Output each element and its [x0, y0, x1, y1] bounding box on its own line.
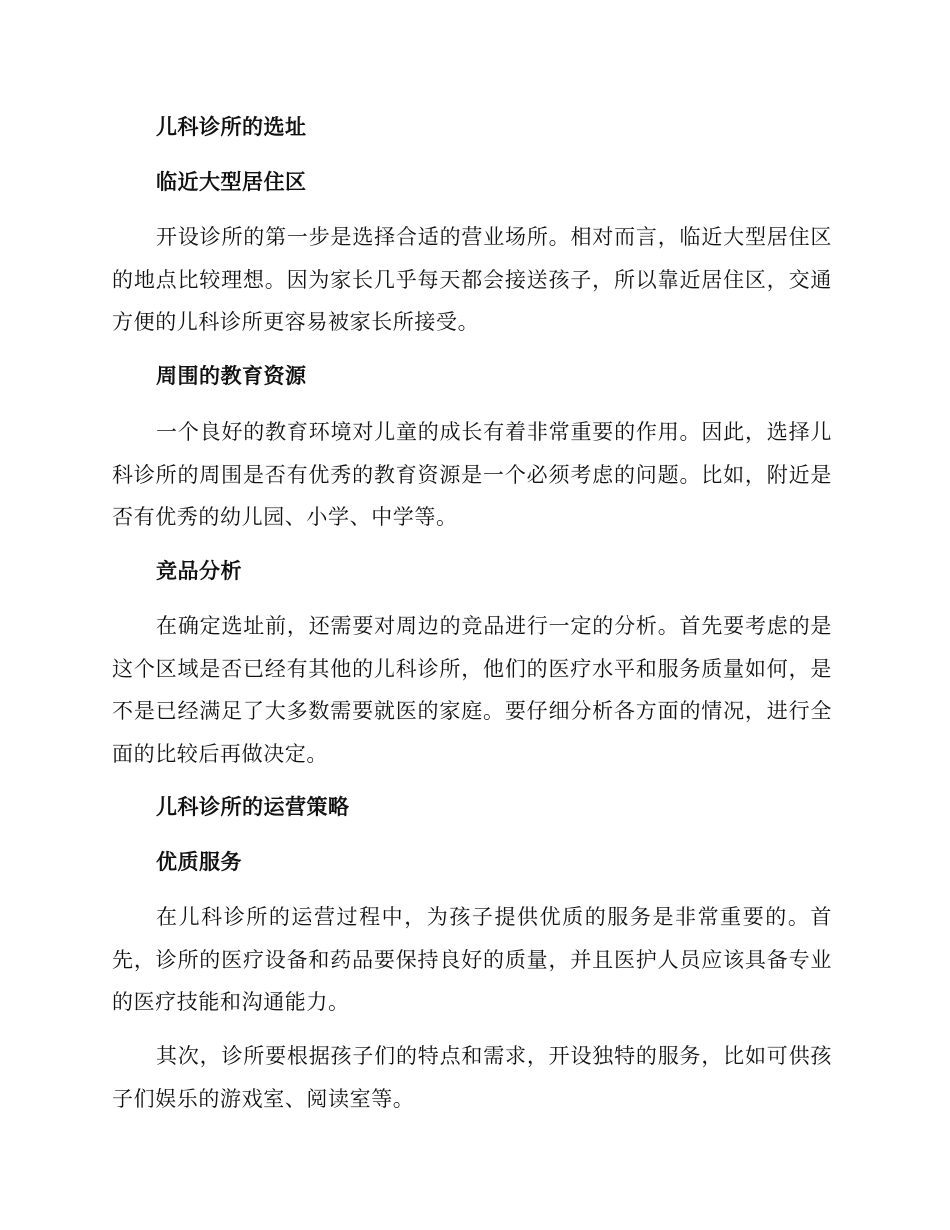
section-title-operations: 儿科诊所的运营策略: [156, 795, 350, 819]
subheading-residential: 临近大型居住区: [156, 170, 307, 194]
paragraph-service-2: 其次，诊所要根据孩子们的特点和需求，开设独特的服务，比如可供孩子们娱乐的游戏室、阅读室等。: [112, 1044, 832, 1111]
paragraph-service-1: 在儿科诊所的运营过程中，为孩子提供优质的服务是非常重要的。首先，诊所的医疗设备和药品要保持良好的质量，并且医护人员应该具备专业的医疗技能和沟通能力。: [112, 905, 832, 1014]
subheading-competition: 竞品分析: [156, 559, 242, 583]
section-title-location: 儿科诊所的选址: [156, 115, 307, 139]
subheading-education: 周围的教育资源: [156, 364, 307, 388]
paragraph-education: 一个良好的教育环境对儿童的成长有着非常重要的作用。因此，选择儿科诊所的周围是否有优秀的教育资源是一个必须考虑的问题。比如，附近是否有优秀的幼儿园、小学、中学等。: [112, 420, 832, 529]
subheading-service: 优质服务: [156, 850, 242, 874]
paragraph-competition: 在确定选址前，还需要对周边的竞品进行一定的分析。首先要考虑的是这个区域是否已经有其他的儿科诊所，他们的医疗水平和服务质量如何，是不是已经满足了大多数需要就医的家庭。要仔细分析各方面的情况，进行全面的比较后再做决定。: [112, 614, 832, 766]
paragraph-residential: 开设诊所的第一步是选择合适的营业场所。相对而言，临近大型居住区的地点比较理想。因为家长几乎每天都会接送孩子，所以靠近居住区，交通方便的儿科诊所更容易被家长所接受。: [112, 225, 832, 334]
